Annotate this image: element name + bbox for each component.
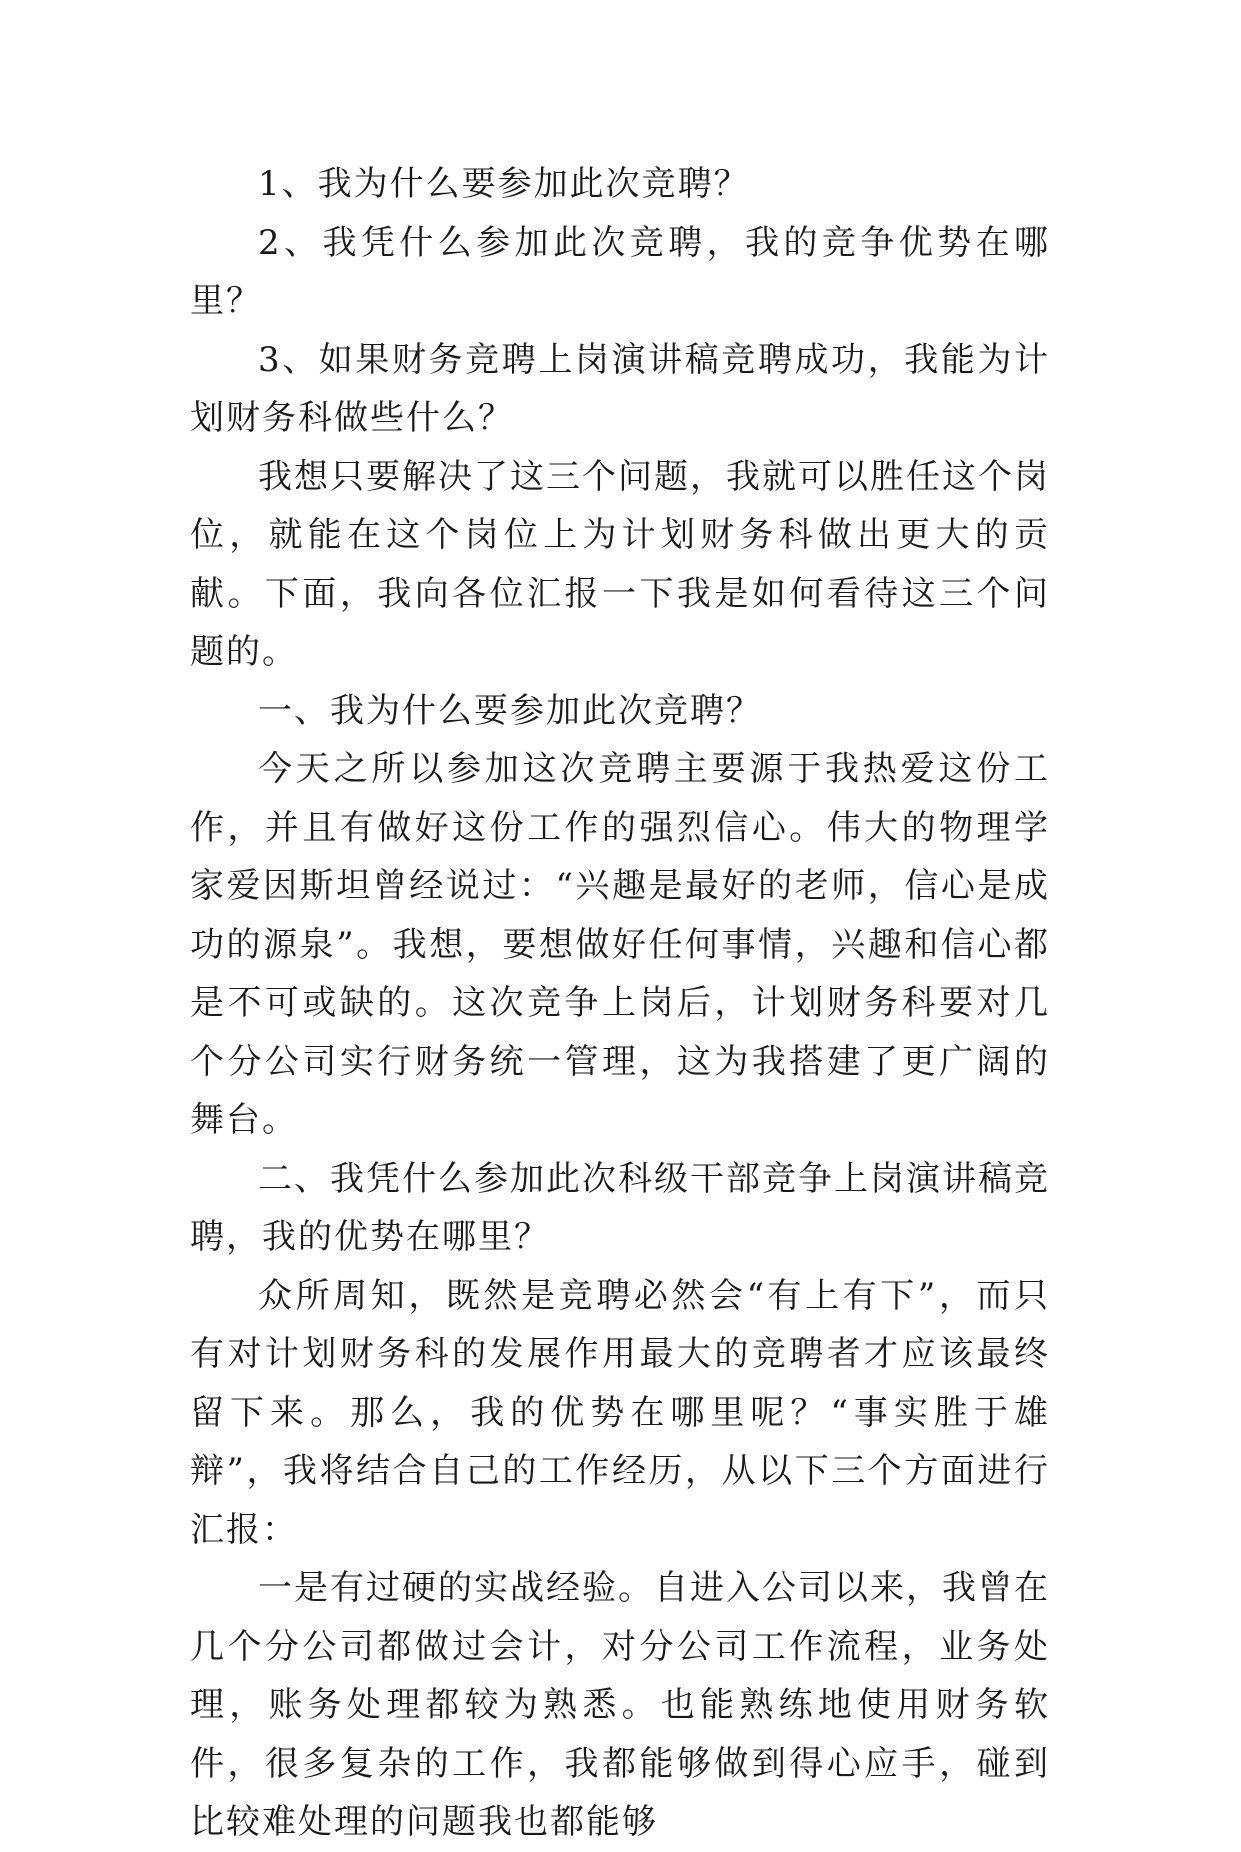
paragraph-motivation: 今天之所以参加这次竞聘主要源于我热爱这份工作，并且有做好这份工作的强烈信心。伟大的物理学家爱因斯坦曾经说过：“兴趣是最好的老师，信心是成功的源泉”。我想，要想做好任何事情，兴趣和信心都是不可或缺的。这次竞争上岗后，计划财务科要对几个分公司实行财务统一管理，这为我搭建了更广阔的舞台。 (190, 749, 1050, 1140)
section-heading-1: 一、我为什么要参加此次竞聘？ (258, 690, 762, 731)
section-heading-2: 二、我凭什么参加此次科级干部竞争上岗演讲稿竞聘，我的优势在哪里？ (190, 1158, 1050, 1257)
paragraph-advantages: 众所周知，既然是竞聘必然会“有上有下”，而只有对计划财务科的发展作用最大的竞聘者才应该最终留下来。那么，我的优势在哪里呢？“事实胜于雄辩”，我将结合自己的工作经历，从以下三个方面进行汇报： (190, 1275, 1050, 1550)
paragraph-question-3: 3、如果财务竞聘上岗演讲稿竞聘成功，我能为计划财务科做些什么？ (190, 339, 1050, 438)
paragraph-experience: 一是有过硬的实战经验。自进入公司以来，我曾在几个分公司都做过会计，对分公司工作流程，业务处理，账务处理都较为熟悉。也能熟练地使用财务软件，很多复杂的工作，我都能够做到得心应手，碰到比较难处理的问题我也都能够 (190, 1568, 1050, 1842)
paragraph-question-2: 2、我凭什么参加此次竞聘，我的竞争优势在哪里？ (190, 222, 1050, 321)
document-body (190, 155, 1050, 1852)
paragraph-intro: 我想只要解决了这三个问题，我就可以胜任这个岗位，就能在这个岗位上为计划财务科做出更大的贡献。下面，我向各位汇报一下我是如何看待这三个问题的。 (190, 456, 1050, 672)
paragraph-question-1: 1、我为什么要参加此次竞聘？ (258, 164, 750, 204)
